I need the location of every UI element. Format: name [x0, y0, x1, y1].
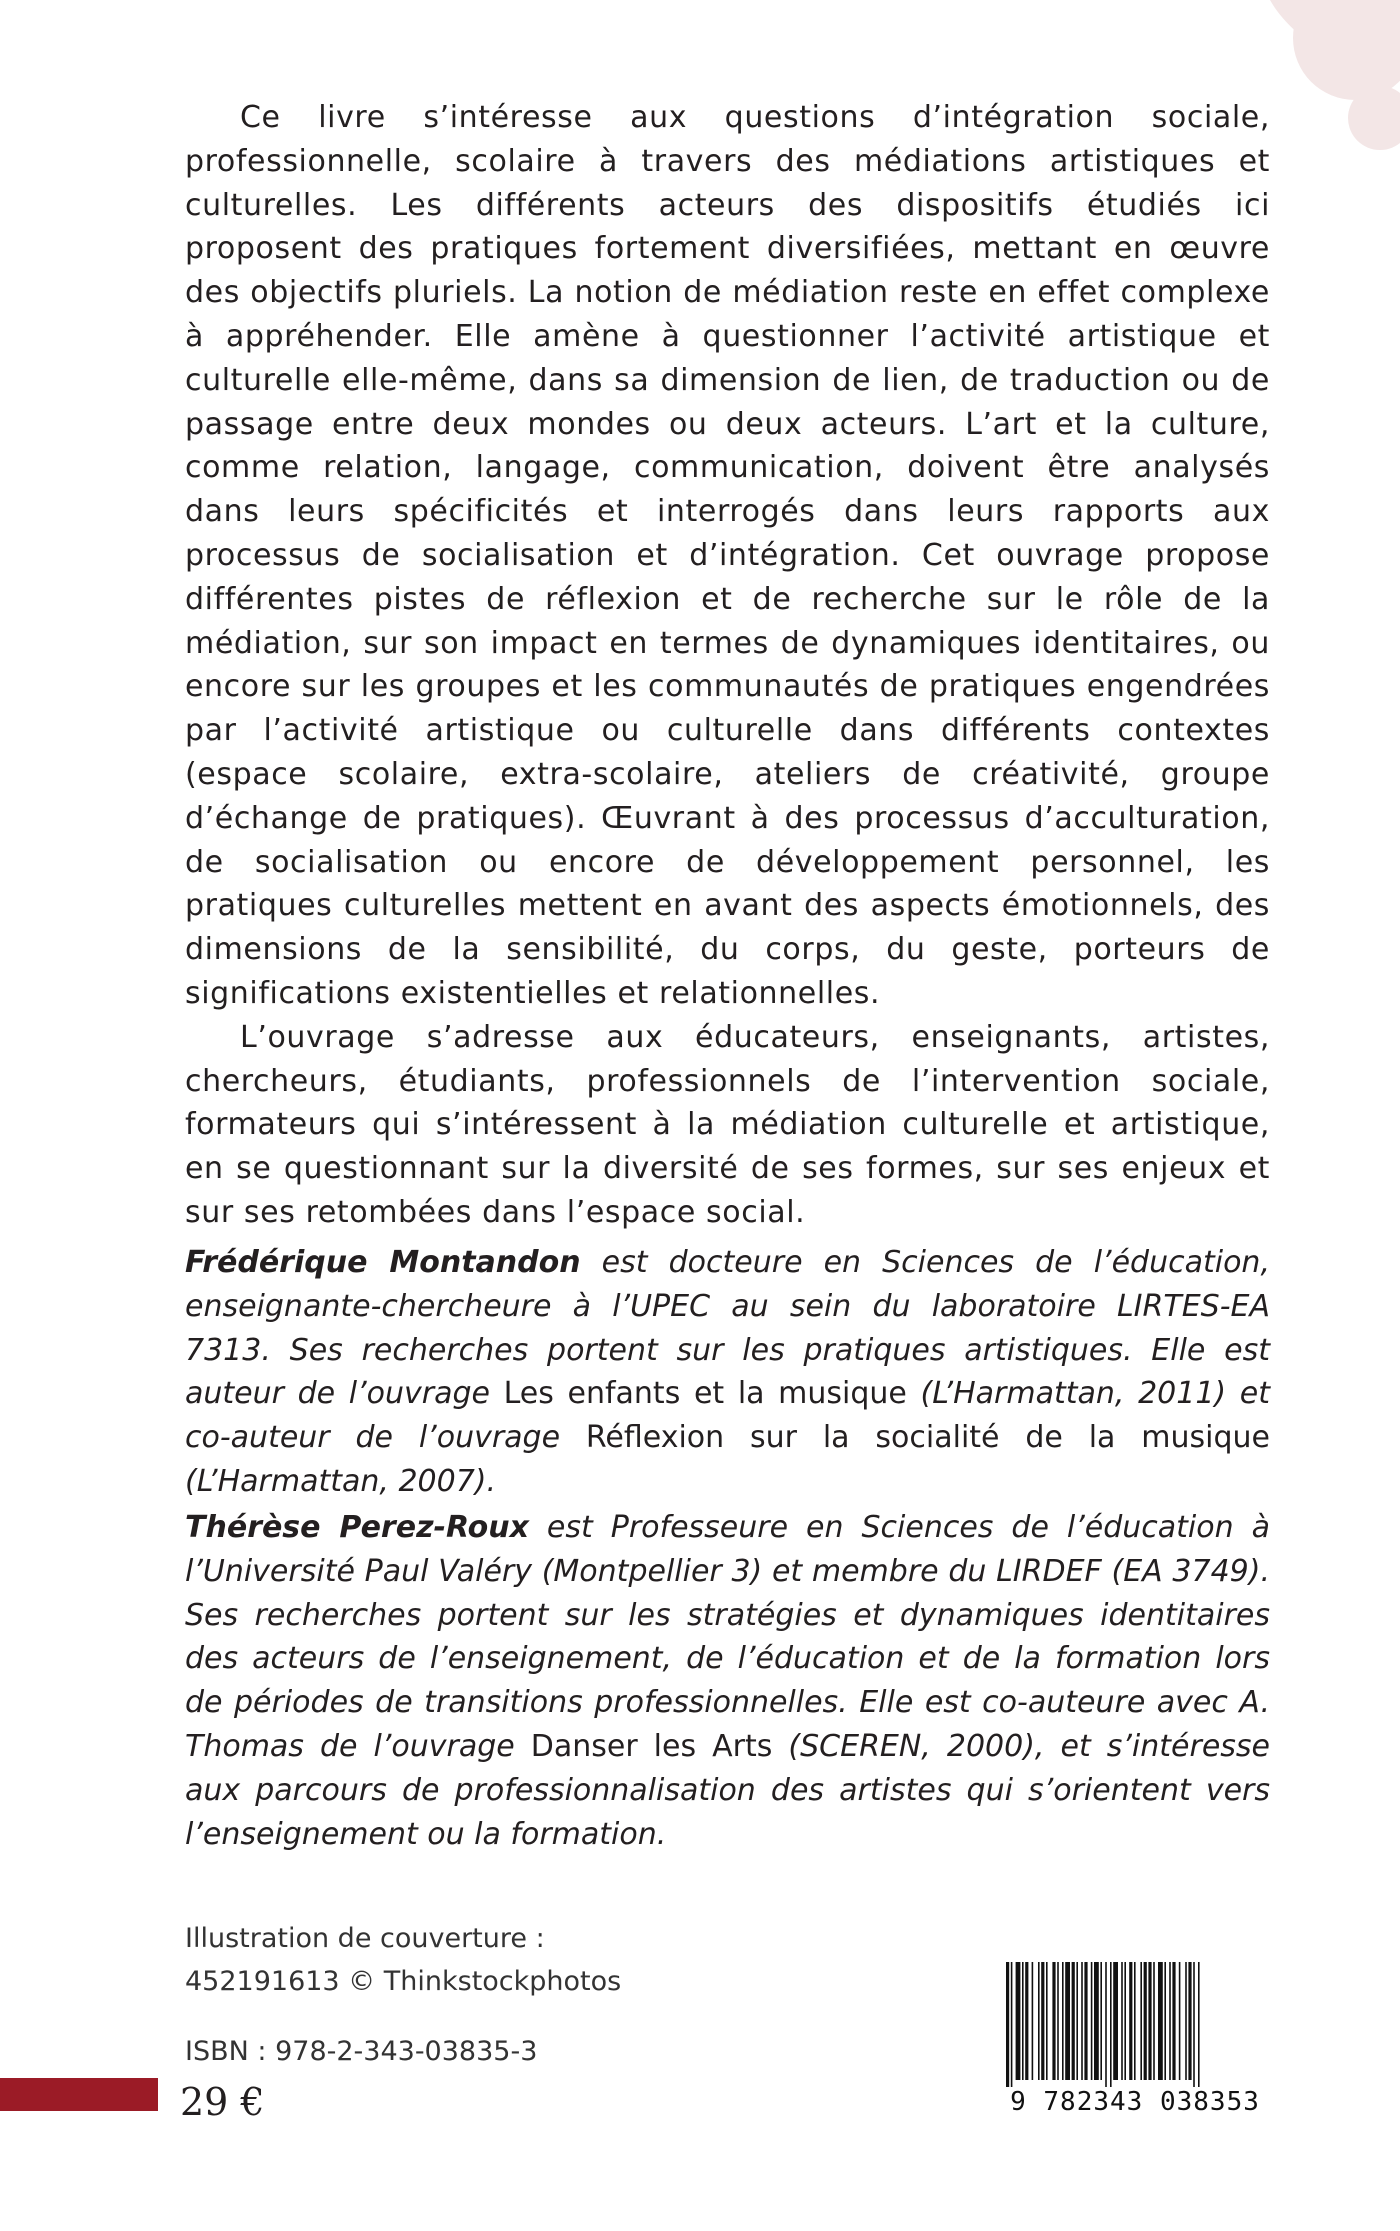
price: 29 €: [180, 2080, 265, 2124]
barcode-bar: [1110, 1962, 1112, 2087]
barcode-bar: [1006, 1962, 1009, 2087]
barcode-bars: [1002, 1962, 1268, 2087]
barcode-bar: [1025, 1962, 1028, 2080]
price-accent-bar: [0, 2078, 158, 2111]
barcode-bar: [1022, 1962, 1024, 2080]
barcode-bar: [1094, 1962, 1099, 2080]
book-title: Danser les Arts: [530, 1728, 773, 1764]
barcode-bar: [1179, 1962, 1181, 2080]
book-title: Les enfants et la musique: [503, 1376, 907, 1412]
author-bio-perez-roux: [185, 1506, 1270, 1856]
barcode-bar: [1011, 1962, 1013, 2087]
barcode-bar: [1038, 1962, 1040, 2080]
barcode-bar: [1062, 1962, 1064, 2080]
author-bio-text: est docteure en Sciences de l’éducation, enseignante-chercheure à l’UPEC au sein du laboratoire LIRTES-EA 7313. Ses recherches portent sur les pratiques artistiques. Elle est auteur de l’ouvrage: [185, 1245, 1270, 1412]
barcode-bar: [1076, 1962, 1078, 2080]
barcode-bar: [1091, 1962, 1093, 2080]
barcode-bar: [1144, 1962, 1147, 2080]
barcode-bar: [1121, 1962, 1123, 2080]
barcode-bar: [1129, 1962, 1132, 2080]
barcode-bar: [1158, 1962, 1163, 2080]
barcode: [1002, 1962, 1268, 2118]
cover-credits: [185, 1917, 621, 2003]
summary-paragraph-2: L’ouvrage s’adresse aux éducateurs, enseignants, artistes, chercheurs, étudiants, professionnels de l’intervention sociale, formateurs qui s’intéressent à la médiation culturelle et artistique, en se questionnant sur la diversité de ses formes, sur ses enjeux et sur ses retombées dans l’espace social.: [185, 1019, 1270, 1230]
barcode-bar: [1057, 1962, 1059, 2080]
barcode-bar: [1105, 1962, 1107, 2087]
barcode-bar: [1169, 1962, 1171, 2080]
cover-credits-value: 452191613 © Thinkstockphotos: [185, 1966, 622, 1997]
author-bio-text: (L’Harmattan, 2007).: [185, 1463, 497, 1499]
barcode-bar: [1188, 1962, 1191, 2080]
barcode-bar: [1193, 1962, 1195, 2087]
summary-paragraph-1: Ce livre s’intéresse aux questions d’intégration sociale, professionnelle, scolaire à travers des médiations artistiques et culturelles. Les différents acteurs des dispositifs étudiés ici proposent des pratiques fortement diversifiées, mettant en œuvre des objectifs pluriels. La notion de médiation reste en effet complexe à appréhender. Elle amène à questionner l’activité artistique et culturelle elle-même, dans sa dimension de lien, de traduction ou de passage entre deux mondes ou deux acteurs. L’art et la culture, comme relation, langage, communication, doivent être analysés dans leurs spécificités et interrogés dans leurs rapports aux processus de socialisation et d’intégration. Cet ouvrage propose différentes pistes de réflexion et de recherche sur le rôle de la médiation, sur son impact en termes de dynamiques identitaires, ou encore sur les groupes et les communautés de pratiques engendrées par l’activité artistique ou culturelle dans différents contextes (espace scolaire, extra-scolaire, ateliers de créativité, groupe d’échange de pratiques). Œuvrant à des processus d’acculturation, de socialisation ou encore de développement personnel, les pratiques culturelles mettent en avant des aspects émotionnels, des dimensions de la sensibilité, du corps, du geste, porteurs de significations existentielles et relationnelles.: [185, 100, 1270, 1011]
barcode-bar: [1072, 1962, 1075, 2080]
barcode-bar: [1032, 1962, 1034, 2080]
isbn: ISBN : 978-2-343-03835-3: [185, 2036, 538, 2067]
author-bio-text: est Professeure en Sciences de l’éducation à l’Université Paul Valéry (Montpellier 3) et membre du LIRDEF (EA 3749). Ses recherches portent sur les stratégies et dynamiques identitaires des acteurs de l’enseignement, de l’éducation et de la formation lors de périodes de transitions professionnelles. Elle est co-auteure avec A. Thomas de l’ouvrage: [185, 1510, 1270, 1764]
barcode-bar: [1113, 1962, 1118, 2080]
barcode-bar: [1065, 1962, 1070, 2080]
barcode-bar: [1124, 1962, 1126, 2080]
barcode-bar: [1016, 1962, 1021, 2080]
barcode-bar: [1153, 1962, 1155, 2080]
cover-credits-label: Illustration de couverture :: [185, 1923, 545, 1954]
barcode-bar: [1046, 1962, 1048, 2080]
barcode-bar: [1140, 1962, 1142, 2080]
barcode-bar: [1041, 1962, 1044, 2080]
author-name: Thérèse Perez-Roux: [185, 1510, 529, 1545]
barcode-bar: [1148, 1962, 1151, 2080]
barcode-bar: [1134, 1962, 1136, 2080]
barcode-bar: [1081, 1962, 1083, 2080]
barcode-bar: [1164, 1962, 1166, 2080]
barcode-bar: [1198, 1962, 1200, 2087]
book-title: Réflexion sur la socialité de la musique: [585, 1420, 1270, 1456]
barcode-bar: [1172, 1962, 1175, 2080]
barcode-bar: [1185, 1962, 1187, 2080]
author-bio-montandon: [185, 1241, 1270, 1504]
barcode-bar: [1052, 1962, 1055, 2080]
barcode-digits: 9 782343 038353: [1010, 2087, 1260, 2117]
barcode-bar: [1100, 1962, 1102, 2080]
author-bio-text: (SCEREN, 2000), et s’intéresse aux parcours de professionnalisation des artistes qui s’orientent vers l’enseignement ou la formation.: [185, 1728, 1270, 1852]
back-cover-summary: [185, 96, 1270, 1235]
author-bio-text: (L’Harmattan, 2011) et co-auteur de l’ouvrage: [185, 1376, 1270, 1456]
barcode-bar: [1084, 1962, 1087, 2080]
author-name: Frédérique Montandon: [185, 1245, 581, 1280]
